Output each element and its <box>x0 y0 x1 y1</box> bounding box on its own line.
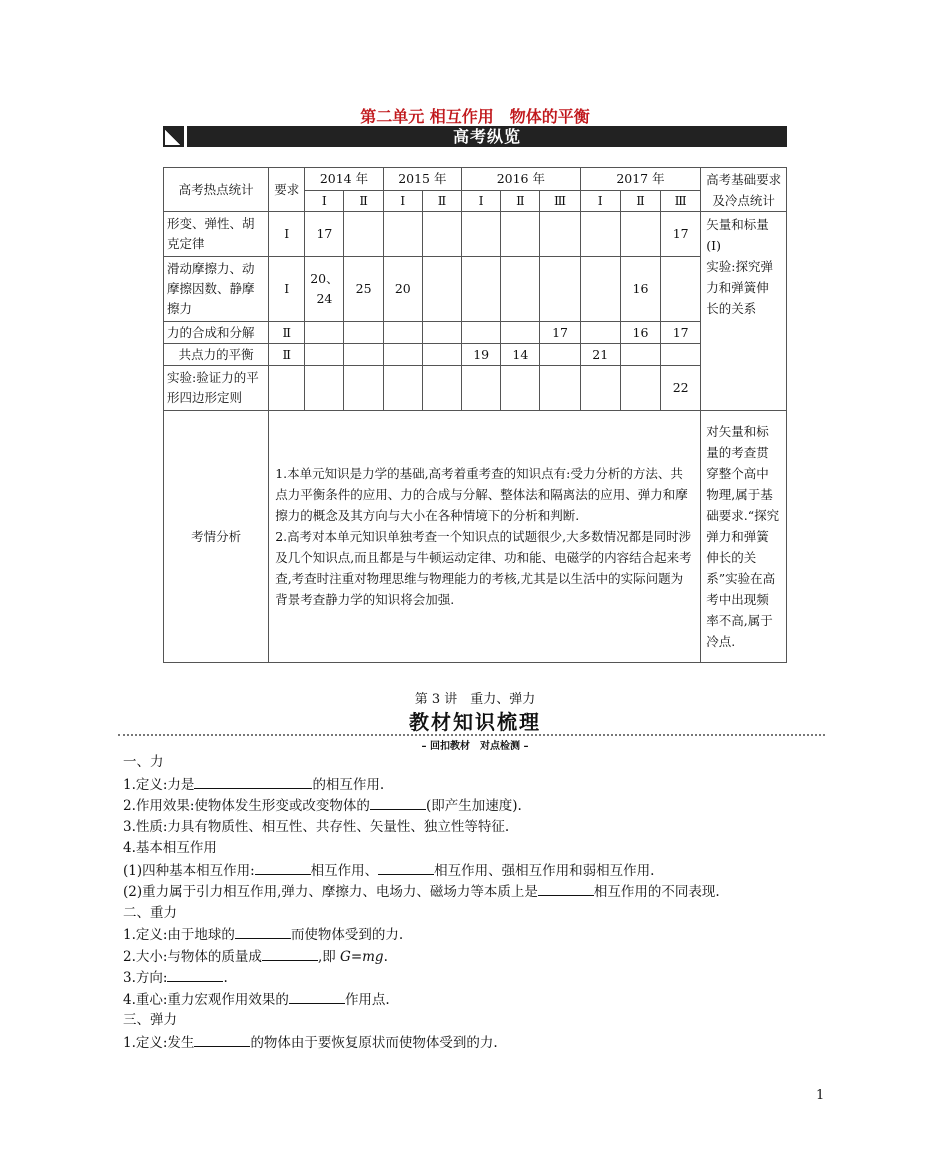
outline-line: 1.定义:发生 的物体由于要恢复原状而使物体受到的力. <box>123 1032 823 1054</box>
outline-line: 3.性质:力具有物质性、相互性、共存性、矢量性、独立性等特征. <box>123 818 510 835</box>
outline-line: 4.重心:重力宏观作用效果的 作用点. <box>123 989 823 1011</box>
exam-statistics-table <box>163 167 787 663</box>
row-cell: 19 <box>462 344 501 366</box>
row-cell: 22 <box>661 366 701 411</box>
row-cell: 17 <box>661 212 701 257</box>
side-cold-points: 对矢量和标量的考查贯穿整个高中物理,属于基础要求.“探究弹力和弹簧伸长的关系”实验在高考中出现频率不高,属于冷点. <box>701 411 787 663</box>
row-cell <box>501 366 540 411</box>
heading-elastic-force: 三、弹力 <box>123 1012 177 1028</box>
outline-line: 3.方向: . <box>123 967 823 989</box>
row-requirement: Ⅱ <box>269 322 305 344</box>
fill-blank[interactable] <box>378 860 434 875</box>
row-cell: 21 <box>580 344 620 366</box>
row-cell <box>344 344 383 366</box>
row-cell: 20、24 <box>305 257 344 322</box>
section-subtitle: – 回扣教材 对点检测 – <box>421 741 529 752</box>
row-requirement: Ⅰ <box>269 212 305 257</box>
header-paper: Ⅰ <box>462 191 501 212</box>
row-cell <box>620 344 660 366</box>
overview-banner <box>163 126 787 147</box>
row-cell <box>422 344 461 366</box>
row-cell <box>462 366 501 411</box>
row-topic: 滑动摩擦力、动摩擦因数、静摩擦力 <box>164 257 269 322</box>
side-requirements: 矢量和标量(Ⅰ) 实验:探究弹力和弹簧伸长的关系 <box>701 212 787 411</box>
row-cell <box>580 366 620 411</box>
row-topic: 实验:验证力的平形四边形定则 <box>164 366 269 411</box>
row-cell <box>305 322 344 344</box>
header-paper: Ⅲ <box>540 191 580 212</box>
header-requirement: 要求 <box>269 168 305 212</box>
fill-blank[interactable] <box>194 1032 250 1047</box>
outline-line: 1.定义:力是 的相互作用. <box>123 774 823 796</box>
analysis-text <box>269 411 701 663</box>
row-cell <box>580 212 620 257</box>
row-cell: 20 <box>383 257 422 322</box>
row-cell: 17 <box>305 212 344 257</box>
row-topic: 形变、弹性、胡克定律 <box>164 212 269 257</box>
header-paper: Ⅱ <box>501 191 540 212</box>
page-number: 1 <box>816 1088 825 1103</box>
fill-blank[interactable] <box>538 881 594 896</box>
row-cell <box>580 322 620 344</box>
header-year: 2014 年 <box>305 168 383 191</box>
unit-title: 第二单元 相互作用 物体的平衡 <box>360 107 590 126</box>
header-paper: Ⅰ <box>305 191 344 212</box>
row-cell <box>540 212 580 257</box>
fill-blank[interactable] <box>255 860 311 875</box>
row-cell <box>422 322 461 344</box>
row-cell <box>305 366 344 411</box>
row-cell <box>383 344 422 366</box>
row-cell <box>383 212 422 257</box>
row-requirement <box>269 366 305 411</box>
header-year: 2017 年 <box>580 168 701 191</box>
row-cell: 16 <box>620 322 660 344</box>
analysis-paragraph: 1.本单元知识是力学的基础,高考着重考查的知识点有:受力分析的方法、共点力平衡条件的应用、力的合成与分解、整体法和隔离法的应用、弹力和摩擦力的概念及其方向与大小在各种情境下的分析和判断. <box>275 466 688 523</box>
outline-line: 2.作用效果:使物体发生形变或改变物体的 (即产生加速度). <box>123 795 823 817</box>
row-cell: 25 <box>344 257 383 322</box>
row-topic: 力的合成和分解 <box>164 322 269 344</box>
row-cell <box>344 366 383 411</box>
fill-blank[interactable] <box>194 774 312 789</box>
row-requirement: Ⅰ <box>269 257 305 322</box>
row-cell <box>620 366 660 411</box>
row-cell <box>540 257 580 322</box>
knowledge-outline <box>123 752 823 1053</box>
outline-line: 4.基本相互作用 <box>123 840 217 856</box>
row-cell <box>661 257 701 322</box>
fill-blank[interactable] <box>370 795 426 810</box>
row-cell <box>462 257 501 322</box>
row-cell <box>540 344 580 366</box>
header-topic: 高考热点统计 <box>164 168 269 212</box>
row-requirement: Ⅱ <box>269 344 305 366</box>
row-cell: 17 <box>540 322 580 344</box>
lesson-title: 第 3 讲 重力、弹力 <box>414 692 536 707</box>
row-cell: 16 <box>620 257 660 322</box>
fill-blank[interactable] <box>167 967 223 982</box>
header-paper: Ⅱ <box>422 191 461 212</box>
row-cell: 14 <box>501 344 540 366</box>
row-cell <box>344 322 383 344</box>
header-year: 2015 年 <box>383 168 461 191</box>
heading-force: 一、力 <box>123 754 164 770</box>
fill-blank[interactable] <box>289 989 345 1004</box>
row-cell <box>620 212 660 257</box>
row-cell <box>344 212 383 257</box>
section-title: 教材知识梳理 <box>409 710 541 734</box>
row-cell <box>462 322 501 344</box>
analysis-paragraph: 2.高考对本单元知识单独考查一个知识点的试题很少,大多数情况都是同时涉及几个知识点,而且都是与牛顿运动定律、功和能、电磁学的内容结合起来考查,考查时注重对物理思维与物理能力的考核,尤其是以生活中的实际问题为背景考查静力学的知识将会加强. <box>275 529 692 607</box>
row-cell <box>661 344 701 366</box>
row-cell <box>383 322 422 344</box>
row-cell <box>305 344 344 366</box>
fill-blank[interactable] <box>262 946 318 961</box>
row-cell <box>501 212 540 257</box>
header-side: 高考基础要求及冷点统计 <box>701 168 787 212</box>
row-cell <box>501 322 540 344</box>
row-cell <box>422 212 461 257</box>
row-cell <box>422 257 461 322</box>
header-paper: Ⅰ <box>383 191 422 212</box>
heading-gravity: 二、重力 <box>123 904 177 921</box>
outline-line: (2)重力属于引力相互作用,弹力、摩擦力、电场力、磁场力等本质上是 相互作用的不同表现. <box>123 881 823 903</box>
row-cell <box>462 212 501 257</box>
header-paper: Ⅱ <box>344 191 383 212</box>
row-cell <box>383 366 422 411</box>
analysis-label: 考情分析 <box>164 411 269 663</box>
row-cell <box>501 257 540 322</box>
header-paper: Ⅱ <box>620 191 660 212</box>
banner-bar <box>187 126 787 147</box>
banner-title: 高考纵览 <box>452 127 521 146</box>
banner-slash-icon <box>163 126 184 147</box>
row-cell <box>580 257 620 322</box>
outline-line: (1)四种基本相互作用: 相互作用、 相互作用、强相互作用和弱相互作用. <box>123 860 823 882</box>
dotted-divider <box>118 734 825 736</box>
row-cell <box>540 366 580 411</box>
header-year: 2016 年 <box>462 168 581 191</box>
outline-line: 2.大小:与物体的质量成 ,即 G=mg. <box>123 946 823 968</box>
row-cell <box>422 366 461 411</box>
header-paper: Ⅰ <box>580 191 620 212</box>
row-cell: 17 <box>661 322 701 344</box>
fill-blank[interactable] <box>235 924 291 939</box>
outline-line: 1.定义:由于地球的 而使物体受到的力. <box>123 924 823 946</box>
row-topic: 共点力的平衡 <box>164 344 269 366</box>
header-paper: Ⅲ <box>661 191 701 212</box>
